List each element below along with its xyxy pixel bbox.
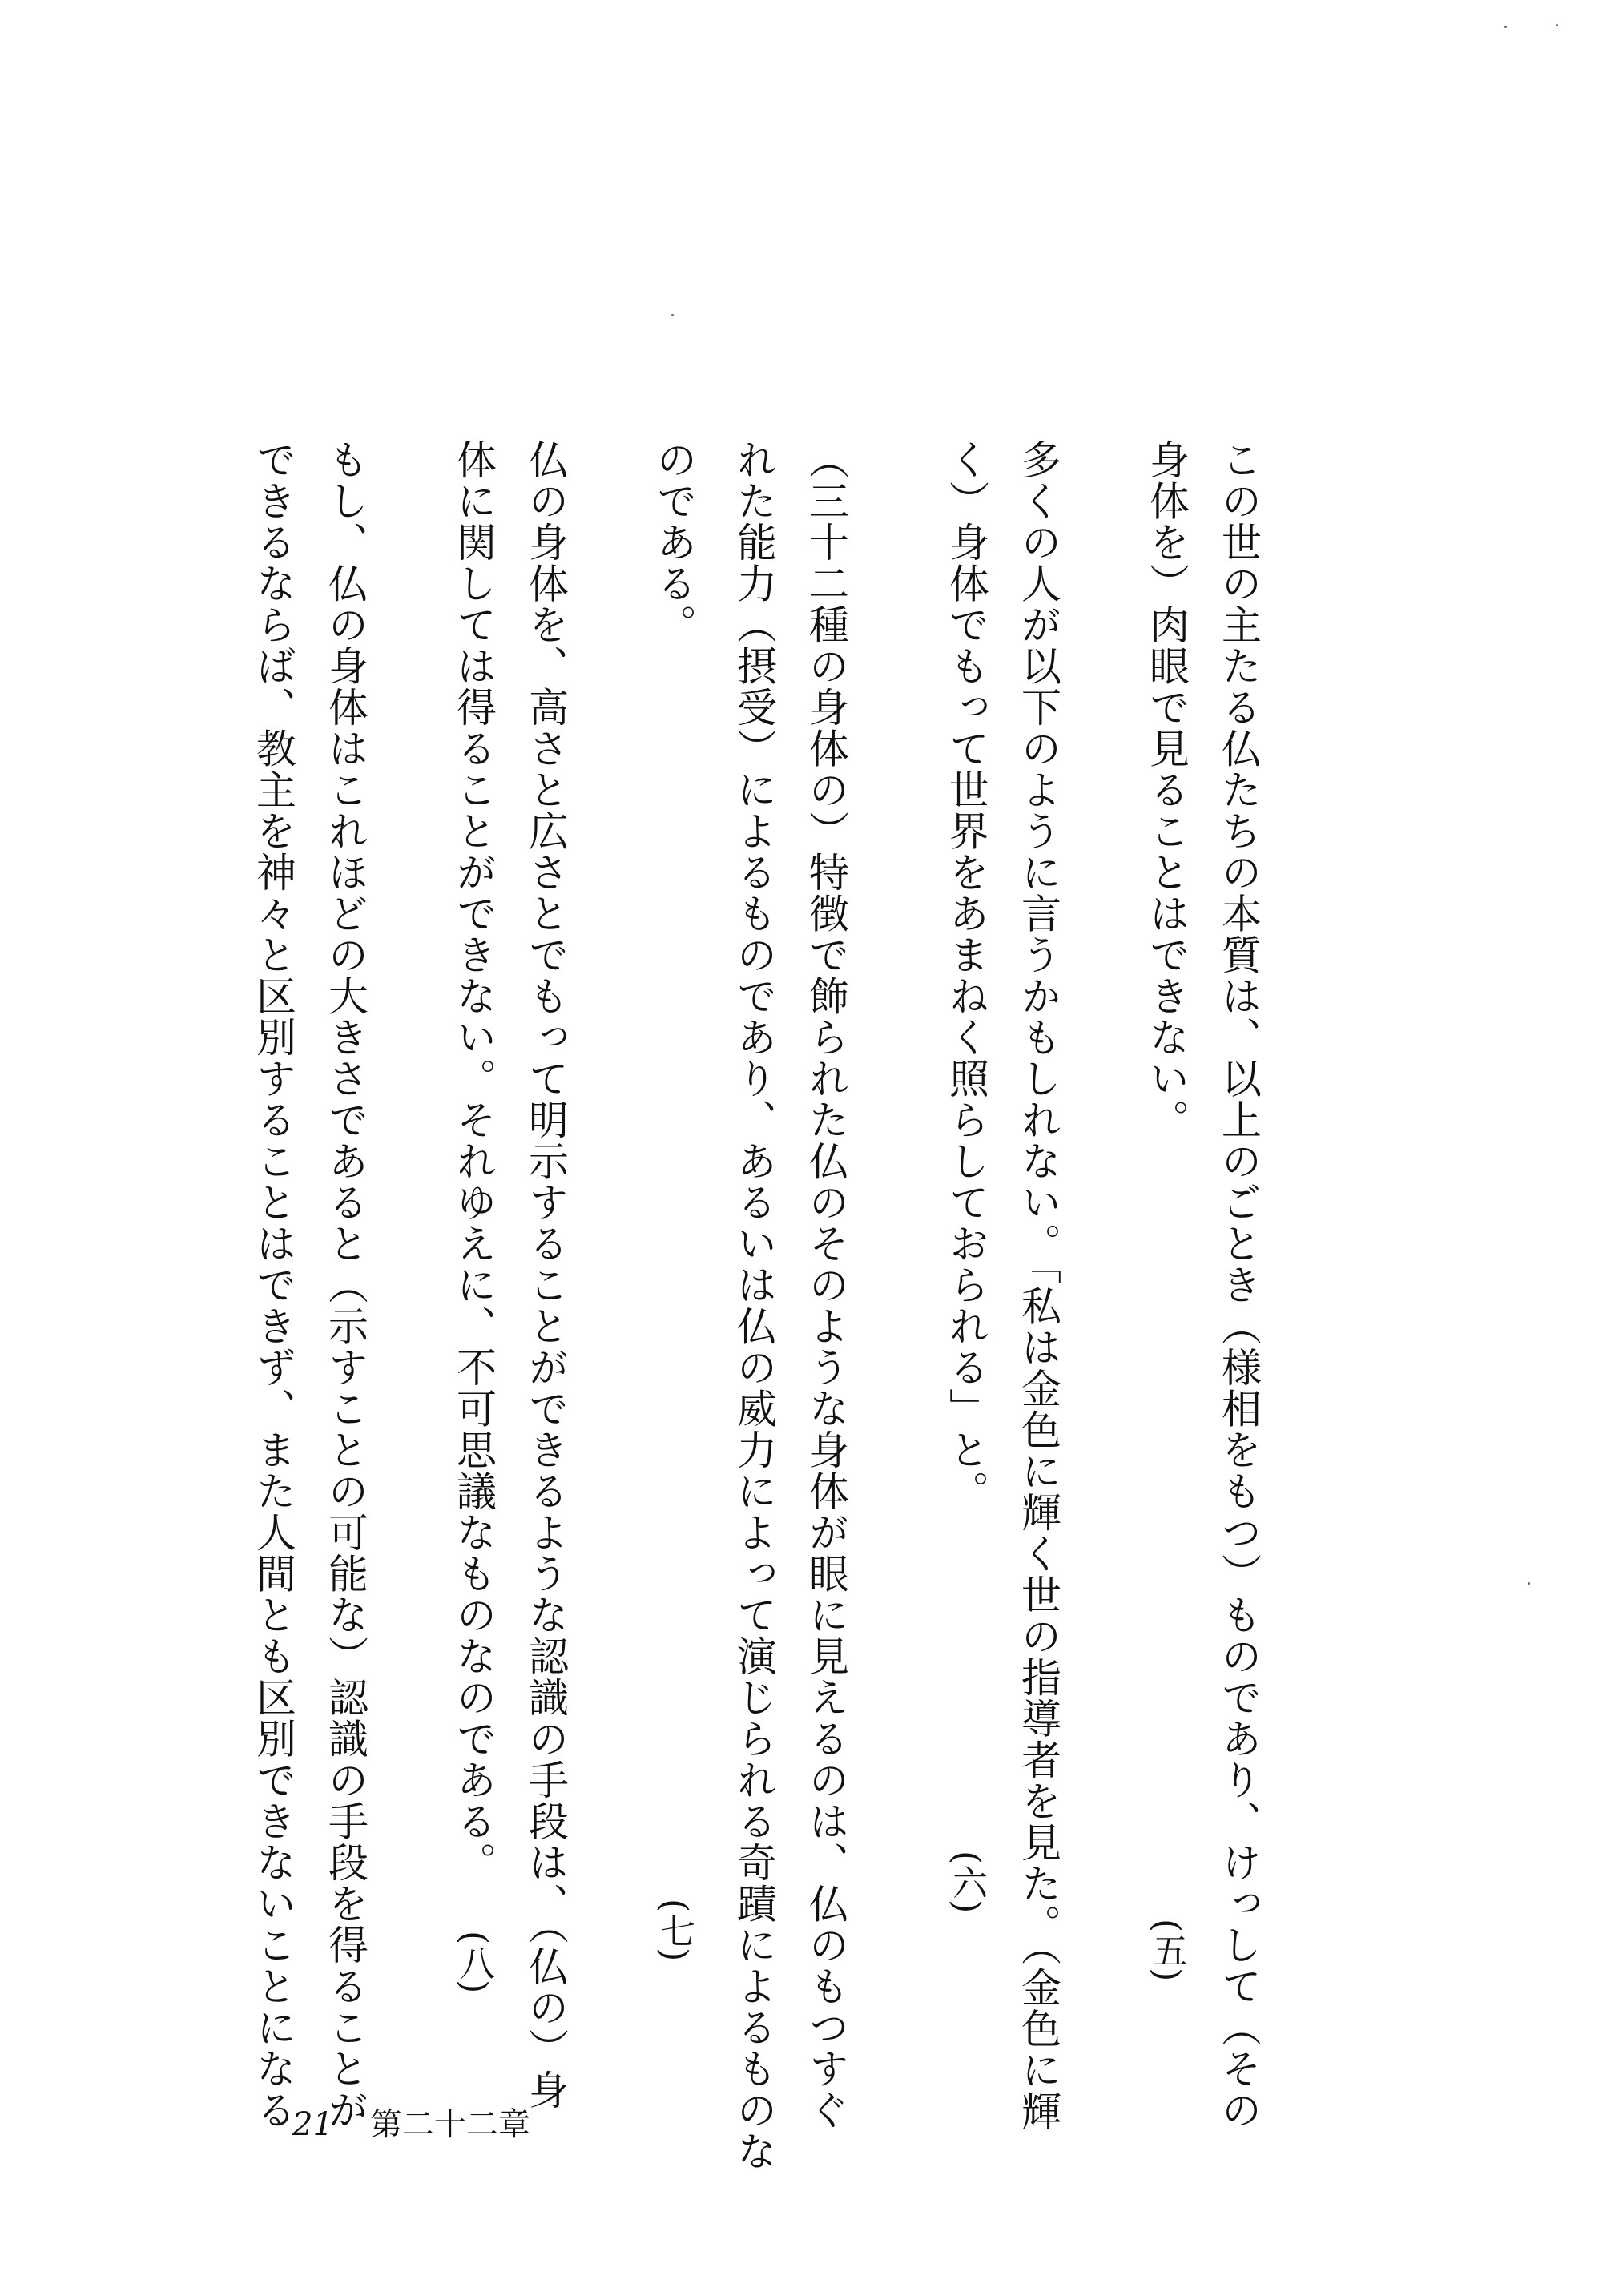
scan-speck xyxy=(1504,26,1507,28)
verse-marker-5: (五) xyxy=(1146,1919,1187,1982)
text-column-8: 仏の身体を、高さと広さとでもって明示することができるような認識の手段は、（仏の）身 xyxy=(522,439,569,2111)
verse-marker-8: (八) xyxy=(453,1931,494,1994)
text-column-1: この世の主たる仏たちの本質は、以上のごとき（様相をもつ）ものであり、けっして（その xyxy=(1215,439,1262,2131)
chapter-title: 第二十二章 xyxy=(369,2106,530,2143)
text-column-2: 身体を）肉眼で見ることはできない。 xyxy=(1143,439,1190,1141)
verse-marker-7: (七) xyxy=(654,1899,695,1962)
scan-speck xyxy=(1556,24,1558,26)
page-footer xyxy=(292,2099,530,2145)
text-column-9: 体に関しては得ることができない。それゆえに、不可思議なものなのである。 xyxy=(450,439,497,1883)
page-number: 21 xyxy=(292,2106,333,2143)
text-column-10: もし、仏の身体はこれほどの大きさであると（示すことの可能な）認識の手段を得ることが xyxy=(322,439,368,2131)
text-column-7: のである。 xyxy=(650,439,697,646)
text-column-5: （三十二種の身体の）特徴で飾られた仏のそのような身体が眼に見えるのは、仏のもつすぐ xyxy=(803,439,849,2131)
text-column-6: れた能力（摂受）によるものであり、あるいは仏の威力によって演じられる奇蹟によるものな xyxy=(731,439,777,2172)
verse-marker-6: (六) xyxy=(946,1851,987,1914)
text-column-3: 多くの人が以下のように言うかもしれない。「私は金色に輝く世の指導者を見た。（金色に輝 xyxy=(1015,439,1061,2132)
text-column-11: できるならば、教主を神々と区別することはできず、また人間とも区別できないことになる xyxy=(250,439,296,2131)
scan-speck xyxy=(1528,1582,1530,1585)
text-column-4: く）身体でもって世界をあまねく照らしておられる」と。 xyxy=(943,439,989,1512)
scan-speck xyxy=(671,314,674,316)
